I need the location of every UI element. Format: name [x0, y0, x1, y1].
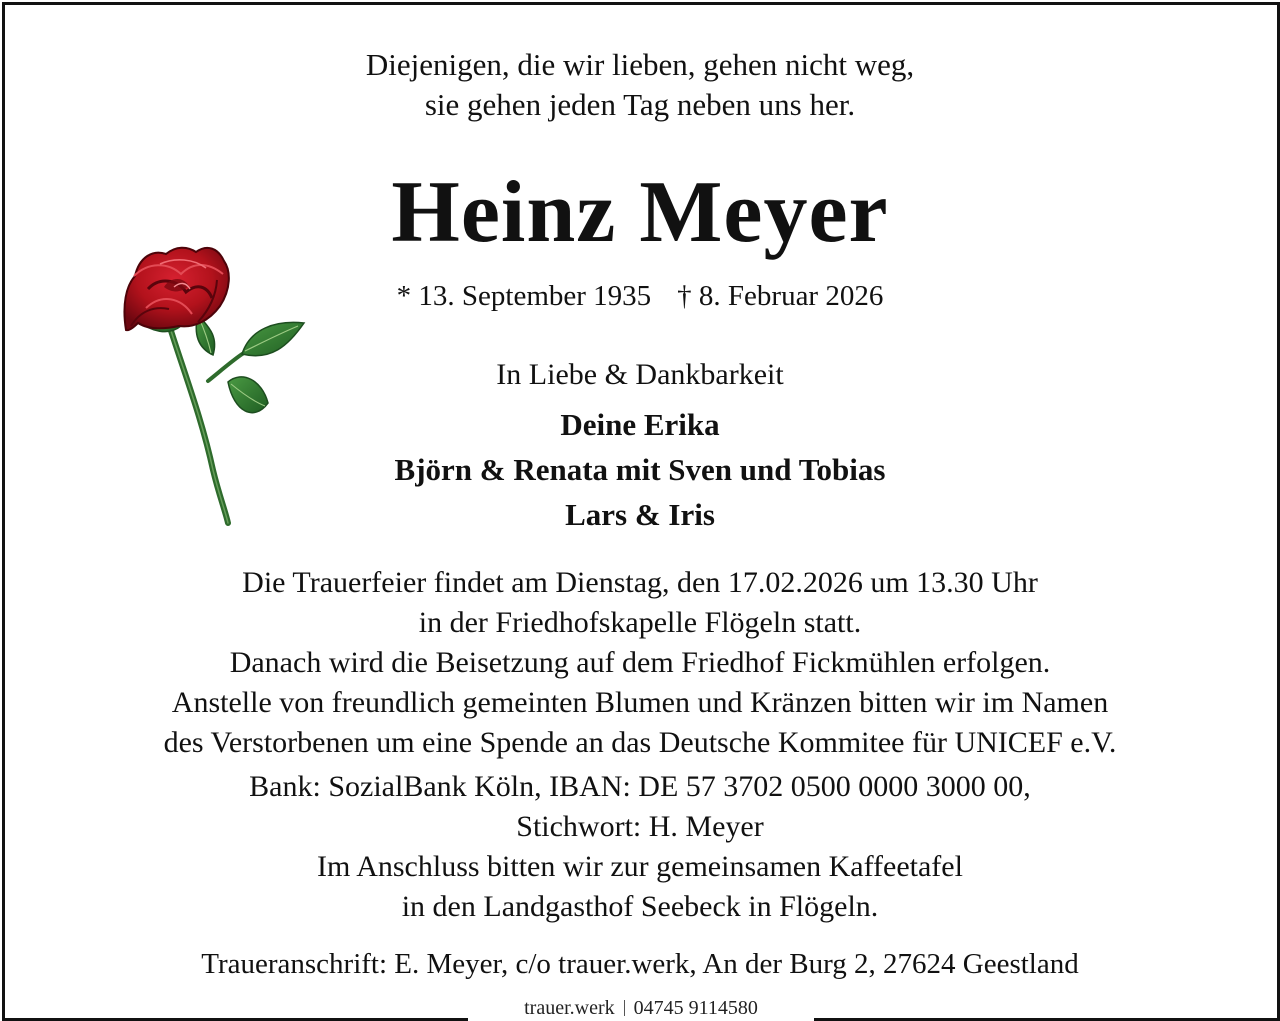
life-dates — [0, 276, 1280, 316]
memorial-quote — [0, 45, 1280, 125]
birth-date: * 13. September 1935 — [396, 280, 652, 312]
footer-divider — [624, 1000, 625, 1016]
dedication-text: In Liebe & Dankbarkeit — [496, 358, 784, 391]
funeral-line-1: Die Trauerfeier findet am Dienstag, den 17.02.2026 um 13.30 Uhr — [242, 566, 1038, 599]
quote-line-1: Diejenigen, die wir lieben, gehen nicht weg, — [365, 47, 915, 82]
bank-line-1: Bank: SozialBank Köln, IBAN: DE 57 3702 0500 0000 3000 00, — [249, 770, 1031, 803]
bank-line-2: Stichwort: H. Meyer — [516, 810, 764, 843]
funeral-line-4: Anstelle von freundlich gemeinten Blumen und Kränzen bitten wir im Namen — [171, 686, 1109, 719]
deceased-name: Heinz Meyer — [391, 164, 889, 261]
reception-line-2: in den Landgasthof Seebeck in Flögeln. — [401, 890, 879, 923]
quote-line-2: sie gehen jeden Tag neben uns her. — [424, 87, 856, 122]
donation-and-reception-information — [0, 767, 1280, 927]
reception-line-1: Im Anschluss bitten wir zur gemeinsamen Kaffeetafel — [317, 850, 963, 883]
family-member-3: Lars & Iris — [565, 497, 715, 532]
family-member-2: Björn & Renata mit Sven und Tobias — [394, 452, 886, 487]
death-date: † 8. Februar 2026 — [677, 280, 884, 312]
funeral-line-3: Danach wird die Beisetzung auf dem Friedhof Fickmühlen erfolgen. — [229, 646, 1051, 679]
publisher-footer — [468, 994, 814, 1021]
mourning-address: Traueranschrift: E. Meyer, c/o trauer.werk, An der Burg 2, 27624 Geestland — [201, 948, 1079, 980]
funeral-line-5: des Verstorbenen um eine Spende an das Deutsche Kommitee für UNICEF e.V. — [163, 726, 1117, 759]
family-list — [0, 402, 1280, 537]
funeral-line-2: in der Friedhofskapelle Flögeln statt. — [418, 606, 862, 639]
family-member-1: Deine Erika — [560, 407, 720, 442]
publisher-name: trauer.werk — [524, 997, 615, 1019]
publisher-phone: 04745 9114580 — [633, 997, 758, 1019]
funeral-information — [0, 563, 1280, 763]
